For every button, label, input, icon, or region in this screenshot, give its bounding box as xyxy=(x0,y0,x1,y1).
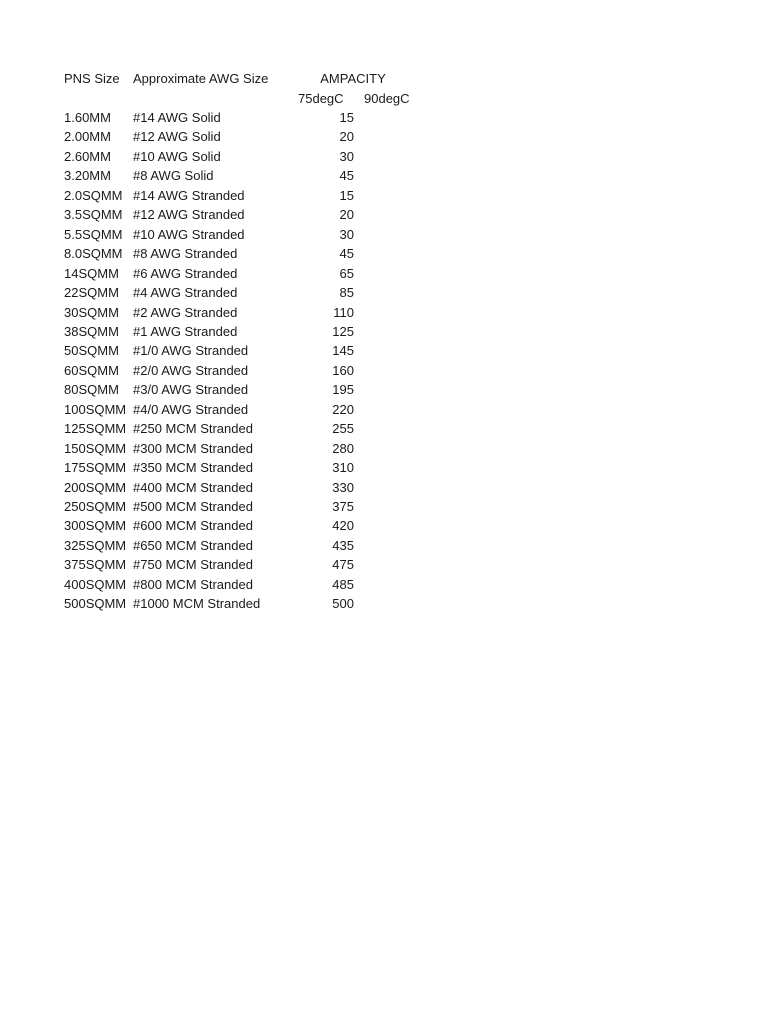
ampacity-75-cell: 160 xyxy=(332,362,354,378)
awg-size-cell: #14 AWG Stranded xyxy=(133,187,245,203)
pns-size-cell: 22SQMM xyxy=(64,285,119,301)
table-row xyxy=(0,400,768,419)
pns-size-cell: 5.5SQMM xyxy=(64,226,123,242)
table-row xyxy=(0,244,768,263)
pns-size-cell: 80SQMM xyxy=(64,382,119,398)
awg-size-cell: #400 MCM Stranded xyxy=(133,479,253,495)
ampacity-75-cell: 500 xyxy=(332,596,354,612)
table-row xyxy=(0,205,768,224)
ampacity-75-cell: 125 xyxy=(332,323,354,339)
table-row xyxy=(0,303,768,322)
header-90degc: 90degC xyxy=(364,91,410,106)
table-row xyxy=(0,516,768,535)
pns-size-cell: 125SQMM xyxy=(64,421,127,437)
awg-size-cell: #750 MCM Stranded xyxy=(133,557,253,573)
table-row xyxy=(0,341,768,360)
ampacity-75-cell: 310 xyxy=(332,460,354,476)
awg-size-cell: #1/0 AWG Stranded xyxy=(133,343,249,359)
awg-size-cell: #250 MCM Stranded xyxy=(133,421,253,437)
ampacity-75-cell: 20 xyxy=(339,129,354,145)
pns-size-cell: 1.60MM xyxy=(64,110,111,125)
table-row xyxy=(0,108,768,127)
awg-size-cell: #650 MCM Stranded xyxy=(133,537,253,553)
pns-size-cell: 8.0SQMM xyxy=(64,246,123,262)
pns-size-cell: 100SQMM xyxy=(64,401,127,417)
awg-size-cell: #600 MCM Stranded xyxy=(133,518,253,534)
ampacity-75-cell: 45 xyxy=(339,246,354,262)
pns-size-cell: 375SQMM xyxy=(64,557,127,573)
pns-size-cell: 2.0SQMM xyxy=(64,187,123,203)
table-row xyxy=(0,594,768,613)
pns-size-cell: 60SQMM xyxy=(64,362,119,378)
ampacity-75-cell: 475 xyxy=(332,557,354,573)
awg-size-cell: #800 MCM Stranded xyxy=(133,576,253,592)
pns-size-cell: 250SQMM xyxy=(64,499,127,514)
table-row xyxy=(0,497,768,516)
ampacity-75-cell: 420 xyxy=(332,518,354,534)
table-row xyxy=(0,166,768,185)
awg-size-cell: #350 MCM Stranded xyxy=(133,460,253,476)
header-awg-size: Approximate AWG Size xyxy=(133,71,269,86)
table-row xyxy=(0,536,768,555)
pns-size-cell: 3.5SQMM xyxy=(64,207,123,223)
awg-size-cell: #8 AWG Solid xyxy=(133,168,214,184)
ampacity-75-cell: 30 xyxy=(339,148,354,164)
pns-size-cell: 3.20MM xyxy=(64,168,111,184)
ampacity-75-cell: 110 xyxy=(333,304,354,320)
table-row xyxy=(0,439,768,458)
ampacity-75-cell: 15 xyxy=(339,187,354,203)
table-row xyxy=(0,225,768,244)
table-row xyxy=(0,264,768,283)
table-row xyxy=(0,127,768,146)
table-row xyxy=(0,575,768,594)
pns-size-cell: 2.00MM xyxy=(64,129,111,145)
table-row xyxy=(0,419,768,438)
ampacity-75-cell: 20 xyxy=(339,207,354,223)
header-75degc: 75degC xyxy=(298,91,344,106)
pns-size-cell: 500SQMM xyxy=(64,596,127,612)
awg-size-cell: #14 AWG Solid xyxy=(133,110,221,125)
header-ampacity: AMPACITY xyxy=(320,71,386,86)
table-row xyxy=(0,322,768,341)
subheader-row xyxy=(0,89,768,108)
pns-size-cell: 175SQMM xyxy=(64,460,127,476)
awg-size-cell: #1000 MCM Stranded xyxy=(133,596,261,612)
table-row xyxy=(0,186,768,205)
pns-size-cell: 50SQMM xyxy=(64,343,119,359)
pns-size-cell: 200SQMM xyxy=(64,479,127,495)
ampacity-75-cell: 485 xyxy=(332,576,354,592)
pns-size-cell: 38SQMM xyxy=(64,323,119,339)
pns-size-cell: 400SQMM xyxy=(64,576,127,592)
pns-size-cell: 300SQMM xyxy=(64,518,127,534)
awg-size-cell: #10 AWG Stranded xyxy=(133,226,245,242)
ampacity-75-cell: 220 xyxy=(332,401,354,417)
ampacity-75-cell: 85 xyxy=(339,285,354,301)
ampacity-75-cell: 145 xyxy=(332,343,354,359)
ampacity-75-cell: 195 xyxy=(332,382,354,398)
awg-size-cell: #10 AWG Solid xyxy=(133,148,221,164)
pns-size-cell: 14SQMM xyxy=(64,265,119,281)
awg-size-cell: #1 AWG Stranded xyxy=(133,323,238,339)
awg-size-cell: #8 AWG Stranded xyxy=(133,246,238,262)
ampacity-75-cell: 435 xyxy=(332,537,354,553)
awg-size-cell: #4 AWG Stranded xyxy=(133,285,238,301)
ampacity-75-cell: 30 xyxy=(339,226,354,242)
pns-size-cell: 325SQMM xyxy=(64,537,127,553)
awg-size-cell: #500 MCM Stranded xyxy=(133,499,253,514)
awg-size-cell: #12 AWG Stranded xyxy=(133,207,245,223)
awg-size-cell: #2/0 AWG Stranded xyxy=(133,362,249,378)
awg-size-cell: #4/0 AWG Stranded xyxy=(133,401,249,417)
ampacity-75-cell: 65 xyxy=(339,265,354,281)
awg-size-cell: #12 AWG Solid xyxy=(133,129,221,145)
ampacity-75-cell: 15 xyxy=(339,110,354,125)
pns-size-cell: 30SQMM xyxy=(64,304,119,320)
header-row xyxy=(0,69,768,88)
ampacity-75-cell: 330 xyxy=(332,479,354,495)
awg-size-cell: #6 AWG Stranded xyxy=(133,265,238,281)
awg-size-cell: #3/0 AWG Stranded xyxy=(133,382,249,398)
table-row xyxy=(0,283,768,302)
awg-size-cell: #300 MCM Stranded xyxy=(133,440,253,456)
pns-size-cell: 150SQMM xyxy=(64,440,127,456)
table-row xyxy=(0,380,768,399)
table-row xyxy=(0,458,768,477)
pns-size-cell: 2.60MM xyxy=(64,148,111,164)
table-row xyxy=(0,147,768,166)
ampacity-75-cell: 375 xyxy=(332,499,354,514)
awg-size-cell: #2 AWG Stranded xyxy=(133,304,238,320)
header-pns-size: PNS Size xyxy=(64,71,120,86)
table-row xyxy=(0,555,768,574)
ampacity-75-cell: 280 xyxy=(332,440,354,456)
table-row xyxy=(0,478,768,497)
ampacity-75-cell: 255 xyxy=(332,421,354,437)
table-row xyxy=(0,361,768,380)
ampacity-75-cell: 45 xyxy=(339,168,354,184)
